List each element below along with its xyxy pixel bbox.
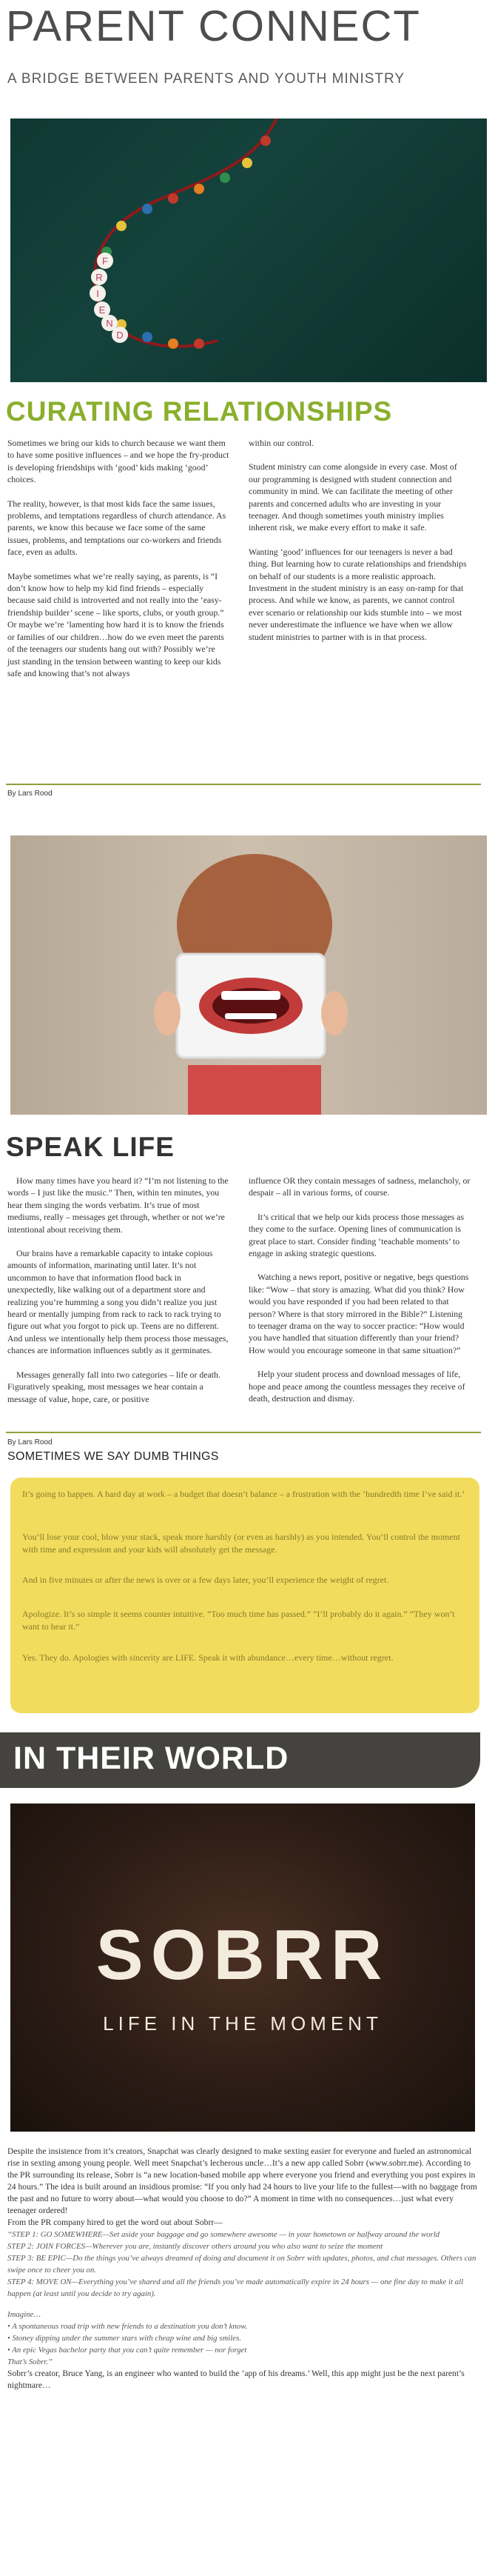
paragraph: It’s critical that we help our kids process those messages as they come to the surface. Opening lines of communication is great place to start. Consider finding ‘teachable moments’ to engage in asking strategic questions. xyxy=(249,1211,465,1259)
article1-title: CURATING RELATIONSHIPS xyxy=(6,396,393,427)
paragraph: Help your student process and download messages of life, hope and peace among the countless messages they receive of death, destruction and dismay. xyxy=(249,1369,465,1404)
article2-byline: By Lars Rood xyxy=(7,1438,53,1447)
bracelet-illustration xyxy=(10,119,487,382)
paragraph: Our brains have a remarkable capacity to intake copious amounts of information, marinating until later. It’s not uncommon to have that information flood back in unexpectedly, like walking out of a department store and realizing you’re humming a song you didn’t realize you just heard or mentally jumping from rack to rack to rack trying to figure out what you forgot to pick up. Teens are no different. And unless we intentionally help them process those messages, chances are information influences subtly as it germinates. xyxy=(7,1248,229,1356)
imagine-item: That’s Sobrr.” xyxy=(7,2358,53,2366)
paragraph: Student ministry can come alongside in every case. Most of our programming is designed with student connection and community in mind. We can facilitate the meeting of other parents and concerned adults who are investing in your teenager. And though sometimes youth ministry implies inherent risk, we make every effort to make it safe. xyxy=(249,461,457,533)
masthead-title: PARENT CONNECT xyxy=(6,2,421,50)
masthead-subtitle: A BRIDGE BETWEEN PARENTS AND YOUTH MINISTRY xyxy=(7,71,405,87)
article3-body xyxy=(7,2146,481,2392)
divider xyxy=(6,784,481,785)
paragraph: The reality, however, is that most kids face the same issues, problems, and temptations regardless of church attendance. As parents, we know this because we face some of the same issues, problems, and temptations our co-workers and friends face, even as adults. xyxy=(7,498,226,558)
article2-right-column xyxy=(249,1175,471,1417)
callout-heading: SOMETIMES WE SAY DUMB THINGS xyxy=(7,1450,219,1463)
paragraph: Messages generally fall into two categories – life or death. Figuratively speaking, most messages we hear contain a message of value, hope, care, or positive xyxy=(7,1369,220,1404)
svg-text:I: I xyxy=(96,288,99,299)
callout-paragraph: Yes. They do. Apologies with sincerity are LIFE. Speak it with abundance…every time…without regret. xyxy=(22,1652,394,1663)
paragraph: From the PR company hired to get the word out about Sobrr— xyxy=(7,2218,223,2227)
paragraph: Sobrr’s creator, Bruce Yang, is an engineer who wanted to build the ‘app of his dreams.’ Well, this app might just be the next parent’s nightmare… xyxy=(7,2369,465,2390)
imagine-heading: Imagine… xyxy=(7,2310,41,2319)
svg-text:E: E xyxy=(98,304,106,316)
paragraph: influence OR they contain messages of sadness, melancholy, or despair – all in various forms, of course. xyxy=(249,1175,471,1198)
article1-right-column xyxy=(249,437,471,655)
woman-tablet-photo xyxy=(10,835,487,1115)
step-item: STEP 4: MOVE ON—Everything you’ve shared and all the friends you’ve made automatically expire in 24 hours — one fine day to make it all happen (at least until you decide to try again). xyxy=(7,2278,464,2298)
svg-text:N: N xyxy=(106,318,113,329)
paragraph: How many times have you heard it? “I’m not listening to the words – I just like the music.” Then, within ten minutes, you hear them singing the words verbatim. It’s true of most mediums, really – messages get through, whether or not we’re intentional about receiving them. xyxy=(7,1175,229,1235)
article2-title: SPEAK LIFE xyxy=(6,1132,175,1162)
step-item: STEP 3: BE EPIC—Do the things you’ve always dreamed of doing and document it on Sobrr with updates, photos, and chat messages. Others can swipe once to cheer you on. xyxy=(7,2254,477,2275)
article1-byline: By Lars Rood xyxy=(7,790,53,798)
paragraph: Despite the insistence from it’s creators, Snapchat was clearly designed to make sexting easier for everyone and fueled an astronomical rise in sexting among young people. Well meet Snapchat’s lecherous uncle…It’s a new app called Sobrr (www.sobrr.me). According to the PR surrounding its release, Sobrr is “a new location-based mobile app where everyone you friend and everything you post expires in 24 hours.” The idea is built around an insidious promise: “If you only had 24 hours to live your life to the fullest—with no baggage from the past and no future to worry about—what would you choose to do?” A moment in time with no consequences…just what every teenager ordered! xyxy=(7,2146,477,2215)
paragraph: within our control. xyxy=(249,438,314,448)
svg-text:R: R xyxy=(95,272,103,283)
article2-left-column xyxy=(7,1175,229,1417)
sobrr-logo-tagline: LIFE IN THE MOMENT xyxy=(103,2012,383,2035)
step-item: STEP 2: JOIN FORCES—Wherever you are, instantly discover others around you who also want to seize the moment xyxy=(7,2242,383,2251)
imagine-item: • An epic Vegas bachelor party that you can’t quite remember — nor forget xyxy=(7,2346,247,2355)
sobrr-logo-text: SOBRR xyxy=(95,1915,390,1995)
article1-left-column xyxy=(7,437,229,691)
svg-text:F: F xyxy=(102,256,108,267)
section-banner-title: IN THEIR WORLD xyxy=(13,1741,289,1776)
step-item: “STEP 1: GO SOMEWHERE—Set aside your baggage and go somewhere awesome — in your hometown or halfway around the world xyxy=(7,2230,440,2239)
woman-illustration xyxy=(10,835,487,1115)
letter-beads xyxy=(84,244,136,356)
imagine-item: • A spontaneous road trip with new friends to a destination you don’t know. xyxy=(7,2322,248,2331)
friend-bracelet-photo xyxy=(10,119,487,382)
callout-paragraph: It’s going to happen. A hard day at work – a budget that doesn’t balance – a frustration with the ‘hundredth time I’ve said it.’ xyxy=(22,1489,465,1499)
paragraph: Wanting ‘good’ influences for our teenagers is never a bad thing. But learning how to curate relationships and friendships on behalf of our students is a more realistic approach. Investment in the student ministry is an easy on-ramp for that process. And while we know, as parents, we cannot control ever scenario or relationship our kids stumble into – we most never underestimate the influence we have when we allow student ministries to partner with is in that process. xyxy=(249,546,467,642)
divider xyxy=(6,1432,481,1433)
svg-text:D: D xyxy=(116,330,124,341)
callout-box xyxy=(10,1478,479,1713)
callout-paragraph: You’ll lose your cool, blow your stack, speak more harshly (or even as harshly) as you intended. You’ll control the moment with time and expression and your kids will absolutely get the message. xyxy=(22,1532,461,1555)
callout-paragraph: Apologize. It’s so simple it seems counter intuitive. “Too much time has passed.” “I’ll probably do it again.” “They won’t want to hear it.” xyxy=(22,1609,455,1632)
sobrr-logo-image xyxy=(10,1803,475,2132)
callout-paragraph: And in five minutes or after the news is over or a few days later, you’ll experience the weight of regret. xyxy=(22,1575,389,1585)
paragraph: Maybe sometimes what we’re really saying, as parents, is “I don’t know how to help my kid find friends – especially because said child is introverted and not really into the ‘easy-friendship builder’ scene – like sports, clubs, or youth group.” Or maybe we’re ‘lamenting how hard it is to know the friends or families of our children…how do we even meet the parents of the teenagers our students hang out with? Possibly we’re just standing in the tension between wanting to keep our kids safe and knowing that’s not always xyxy=(7,570,224,678)
paragraph: Watching a news report, positive or negative, begs questions like: “Wow – that story is amazing. What did you think? How would you have responded if you had been related to that person? Where is that story mirrored in the Bible?” Listening to teenager drama on the way to soccer practice: “How would you have handled that situation differently than your friend? How would you encourage someone in that same situation?” xyxy=(249,1272,469,1355)
imagine-item: • Stoney dipping under the summer stars with cheap wine and big smiles. xyxy=(7,2334,241,2343)
paragraph: Sometimes we bring our kids to church because we want them to have some positive influences – and we hope the fry-product is developing friendships with ‘good’ kids making ‘good’ choices. xyxy=(7,438,229,485)
